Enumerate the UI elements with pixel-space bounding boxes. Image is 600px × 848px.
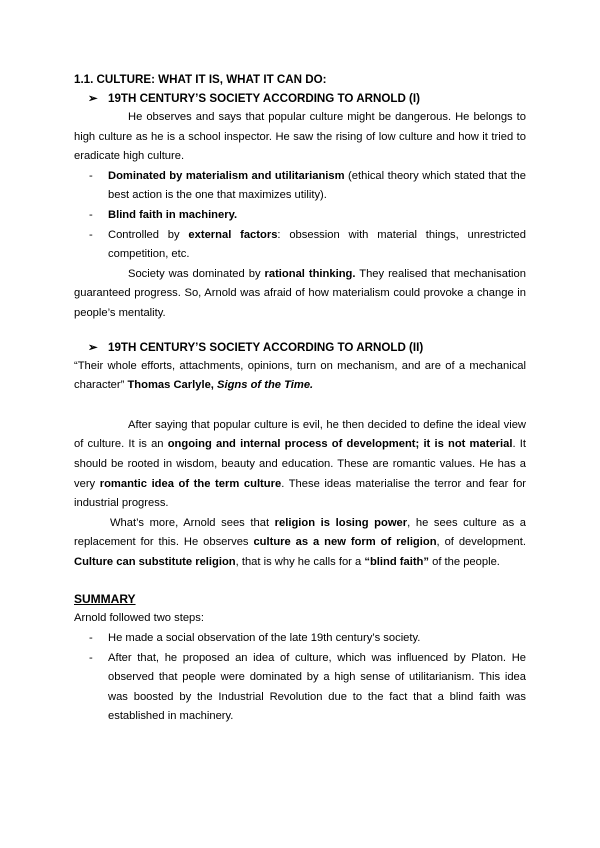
quote-text: “Their whole efforts, attachments, opinions, turn on mechanism, and are of a mechanical character” — [74, 359, 526, 392]
list-item — [74, 629, 526, 649]
dash-bullet: - — [89, 632, 93, 645]
section2-heading — [74, 338, 526, 357]
text: (ethical theory which stated that the best action is the one that maximizes utility). — [108, 169, 526, 202]
bold-text: rational thinking. — [264, 267, 356, 280]
list-item-text: After that, he proposed an idea of culture, which was influenced by Platon. He observed that people were dominated by a high sense of utilitarianism. This idea was boosted by the Industrial Revolution due to the fact that a blind faith was established in machinery. — [108, 651, 526, 723]
summary-heading: SUMMARY — [74, 592, 136, 607]
text: , he sees culture as a replacement for this. He observes — [74, 516, 527, 549]
text: , that is why he calls for a — [235, 555, 365, 568]
list-item-text — [108, 206, 526, 226]
bold-text: “blind faith” — [364, 555, 429, 568]
section1-heading — [74, 89, 526, 108]
bold-text: external factors — [188, 228, 278, 241]
section2-title: 19TH CENTURY’S SOCIETY ACCORDING TO ARNOLD (II) — [108, 340, 424, 354]
bold-text: culture as a new form of religion — [253, 536, 437, 549]
quote-author: Thomas Carlyle, — [127, 379, 218, 392]
arrow-bullet-icon: ➢ — [88, 92, 98, 105]
text: They realised that mechanisation guaranteed progress. So, Arnold was afraid of how materialism could provoke a change in people’s mentality. — [74, 267, 526, 319]
dash-bullet: - — [89, 651, 93, 664]
dash-bullet: - — [89, 208, 93, 221]
section1-intro: He observes and says that popular culture might be dangerous. He belongs to high culture as he is a school inspector. He saw the rising of low culture and how it tried to eradicate high culture. — [74, 111, 526, 163]
bold-text: romantic idea of the term culture — [99, 477, 282, 490]
summary-intro: Arnold followed two steps: — [74, 612, 204, 625]
list-item — [74, 167, 526, 206]
text: . It should be rooted in wisdom, beauty and education. These are romantic values. He has a very — [74, 438, 526, 490]
list-item-text — [108, 226, 526, 265]
main-heading: 1.1. CULTURE: WHAT IT IS, WHAT IT CAN DO: — [74, 73, 327, 86]
dash-bullet: - — [89, 228, 93, 241]
bold-text: religion is losing power — [274, 516, 408, 529]
list-item — [74, 206, 526, 226]
list-item-text: He made a social observation of the late 19th century’s society. — [108, 632, 421, 645]
text: What’s more, Arnold sees that — [110, 516, 275, 529]
dash-bullet: - — [89, 169, 93, 182]
text: . These ideas materialise the terror and fear for industrial progress. — [74, 477, 527, 510]
bold-text: Blind faith in machinery. — [108, 208, 238, 221]
bold-text: Dominated by materialism and utilitarianism — [108, 169, 345, 182]
list-item — [74, 649, 526, 727]
text: Society was dominated by — [128, 267, 265, 280]
list-item — [74, 226, 526, 265]
arrow-bullet-icon: ➢ — [88, 340, 98, 354]
text: : obsession with material things, unrestricted competition, etc. — [108, 228, 526, 261]
section1-paragraph — [74, 265, 526, 324]
section2-paragraph-1 — [74, 416, 526, 514]
bold-text: Culture can substitute religion — [74, 555, 236, 568]
bold-text: ongoing and internal process of development; it is not material — [167, 438, 513, 451]
text: , of development. — [436, 536, 527, 549]
text: After saying that popular culture is evil, he then decided to define the ideal view of culture. It is an — [74, 418, 526, 451]
text: Controlled by — [108, 228, 189, 241]
list-item-text — [108, 167, 526, 206]
document-page — [74, 70, 526, 727]
section1-title: 19TH CENTURY’S SOCIETY ACCORDING TO ARNOLD (I) — [108, 92, 420, 105]
text: of the people. — [428, 555, 500, 568]
quote-work: Signs of the Time. — [217, 379, 314, 392]
section2-paragraph-2 — [74, 514, 526, 573]
carlyle-quote — [74, 357, 526, 396]
